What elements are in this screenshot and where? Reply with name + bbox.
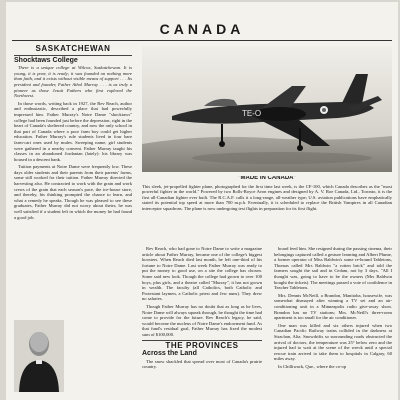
portrait-photo [14,320,64,392]
section-title-provinces: THE PROVINCES [165,340,239,350]
article-paragraph: board feed him. She resigned during the passing cinema, their belongings captured called a gesture learning and Albert Plume, a former operator of Miss Baldwin's some re-bound Tabletons, Thomas called Mrs Baldwin "a rotten brick" and told the farmers sought the sail and in Cedam, not by 3 days. "All I thought was, going to have to be the owners (Mrs Baldwin bought the tickets). The meetings passed a vote of confidence in Teacher Tabletons. [274,246,392,291]
aircraft-tail-marking: TE-O [242,109,262,118]
article-intro: There is a unique college at Wilcox, Saskatchewan. It is young, it is poor, it is ready; it was founded on nothing more than faith, and it exists without visible means of support . . . Its president and founder, Father Athol Murray . . . is as truly a pioneer as those Jesuit Fathers who first explored the Northwest. [14,65,132,99]
photo-caption [142,176,392,242]
section-title-saskatchewan: SASKATCHEWAN [35,44,111,53]
article-paragraph: Tuition payments at Notre Dame were frequently low. These days older students and their parents from their parents' farms, some still worked for their tuition. Father Murray directed the harvesting also. He contracted to work with the grain and work crews of the grain that each season's pace, the ice-house store, and thereby, his thinking prompted the chance to learn, and what a remedy he speaks. Though he was pleased to see these graduates, Father Murray did not worry about theirs; he was well satisfied if a student left in which the money he had found a good job. [14,164,132,220]
header-rule [12,40,392,41]
article-paragraph: Rev Reach, who had gone to Notre Dame to write a magazine article about Father Murray, became one of the college's biggest boosters. When Reach died last month, he left one-third of his fortune to Notre Dame. Last week Father Murray was ready to put the money to good use, on a site the college has chosen. Some said new look. Though the college had grown to over 100 boys, plus girls, and a theatre called "Murray", it has not grown in wealth. The faculty (all Catholics, both Catholic and Protestant laymen, a Catholic priest and Jew nuns). They drew no salaries. [142,246,262,302]
column-right [274,246,392,396]
article-title-across-the-land: Across the Land [142,350,197,358]
cf100-jet-illustration [142,46,392,172]
article-paragraph: In Chilliwack, Que., where the co-op [278,363,347,369]
caption-text: This sleek, jet-propelled fighter plane, photographed for the first time last week, is the CF-100, which Canada describes as the "most powerful fighter in the world." Powered by two Rolls-Royce Avon engines and designed by A. V. Roe Canada, Ltd., Toronto, it is the first all-Canadian fighter ever built. The R.C.A.F. calls it a long-range, all-weather type; U.S. aviation publications have emphatically stated its potential top speed at more than 700 m.p.h. Eventually, it is scheduled to replace the British Vampires in all Canadian interceptor squadrons. The plane is now undergoing test flights in preparation for its first flight. [142,183,392,211]
caption-title: "MADE IN CANADA" [237,176,297,181]
column-middle [142,246,262,396]
divider [14,55,132,56]
article-paragraph: Mrs. Dennis McNeill, a Brandon, Manitoba, housewife, was somewhat dismayed after winning a TV set and an air-conditioning unit in a Minneapolis radio give-away show. Brandon has no TV stations; Mrs. McNeill's three-room apartment is too small for the air conditioner. [274,292,392,321]
section-header: CANADA [159,21,245,37]
article-intro: The snow shackled that spread over most of Canada's prairie country. [142,358,262,370]
jet-fighter-photo [142,46,392,172]
article-paragraph: In those words, writing back in 1927, the Rev Reach, author and enthusiastic, described a place that had powerfully impressed him. Father Murray's Notre Dame "shocktaws" college had been founded just before the depression, right in the heart of Canada's sheltered country, and now the only school in that part of Canada where a poor farm boy could get higher education. Father Murray's rule students lived in four bare farm-cart ones used by mules. Sweeping name, girl students were gathered in a nearby convent. Father Murray taught his classes in an abandoned Jordanian (lately): his library was housed in a descent bank. [14,100,132,162]
magazine-page [6,2,398,400]
article-title-shocktaws-college: Shocktaws College [14,56,78,64]
priest-portrait [14,320,64,392]
article-paragraph: One man was killed and six others injured when two Canadian Pacific Railway trains collided in the darkness at Strachan, Alta. Snowdrifts so surrounding roads obstructed the arrival of doctors, the temperature was 25° below zero and the injured had to wait at the scene of the wreck until a special rescue train arrived to take them to hospitals in Calgary, 60 miles away. [274,322,392,362]
article-paragraph: Though Father Murray has no doubt that as long as he lives, Notre Dame will always squeak through, he thought the time had come to provide for the future. Rev Reach's legacy, he said, would become the nucleus of Notre Dame's endowment fund. As that fund's residual goal, Father Murray has fixed the modest sum of $100,000. [142,303,262,337]
